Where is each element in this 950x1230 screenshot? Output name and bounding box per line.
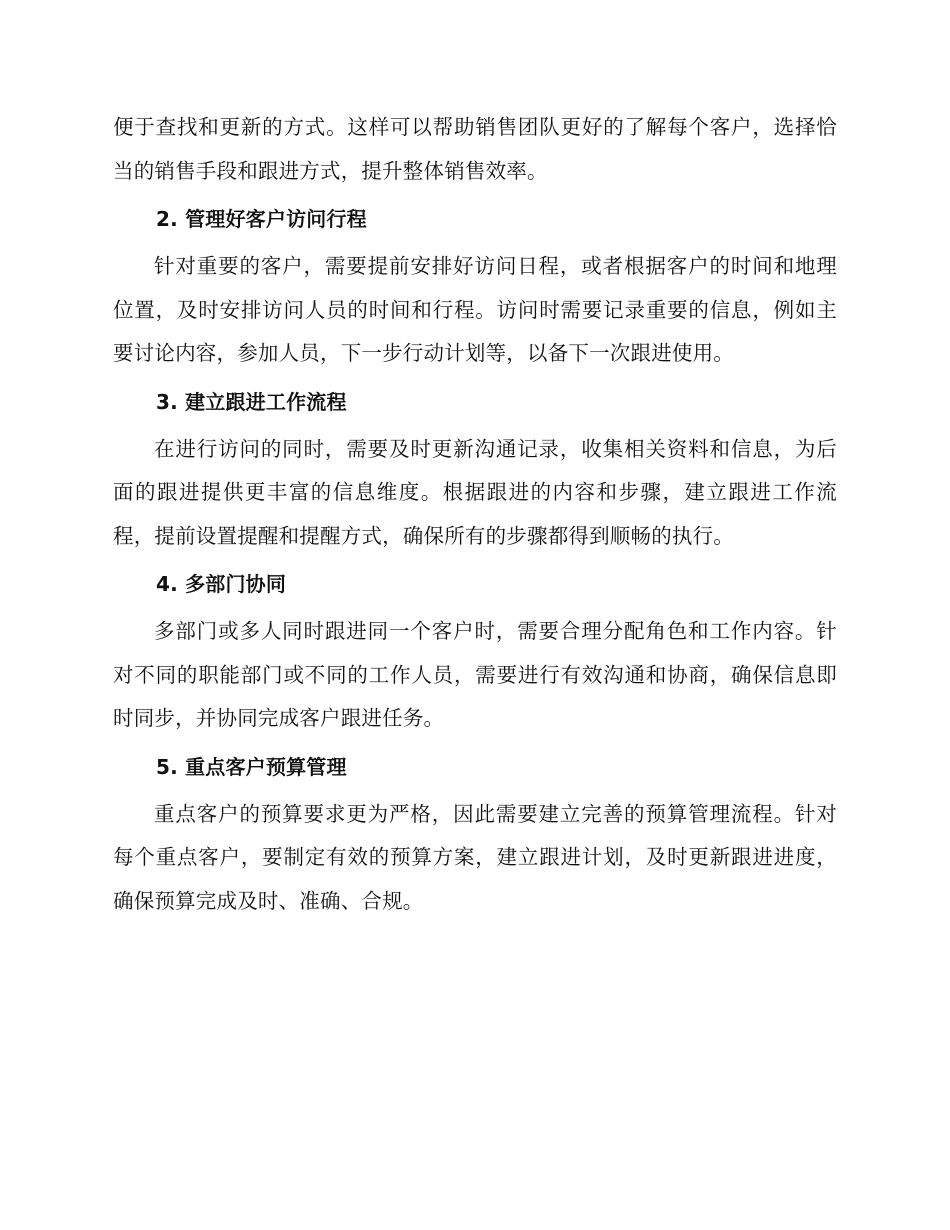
section-heading-2: 2. 管理好客户访问行程 — [156, 207, 367, 231]
document-content — [113, 106, 837, 923]
section-body-3: 在进行访问的同时，需要及时更新沟通记录，收集相关资料和信息，为后面的跟进提供更丰富的信息维度。根据跟进的内容和步骤，建立跟进工作流程，提前设置提醒和提醒方式，确保所有的步骤都得到顺畅的执行。 — [113, 436, 837, 548]
section-heading-3: 3. 建立跟进工作流程 — [156, 389, 347, 414]
section-heading-4: 4. 多部门协同 — [156, 572, 287, 596]
section-body-2: 针对重要的客户，需要提前安排好访问日程，或者根据客户的时间和地理位置，及时安排访问人员的时间和行程。访问时需要记录重要的信息，例如主要讨论内容，参加人员，下一步行动计划等，以备下一次跟进使用。 — [113, 254, 837, 365]
section-body-4: 多部门或多人同时跟进同一个客户时，需要合理分配角色和工作内容。针对不同的职能部门或不同的工作人员，需要进行有效沟通和协商，确保信息即时同步，并协同完成客户跟进任务。 — [113, 619, 837, 730]
intro-paragraph: 便于查找和更新的方式。这样可以帮助销售团队更好的了解每个客户，选择恰当的销售手段和跟进方式，提升整体销售效率。 — [113, 115, 837, 183]
section-body-5: 重点客户的预算要求更为严格，因此需要建立完善的预算管理流程。针对每个重点客户，要制定有效的预算方案，建立跟进计划，及时更新跟进进度，确保预算完成及时、准确、合规。 — [113, 801, 837, 913]
section-heading-5: 5. 重点客户预算管理 — [156, 754, 347, 779]
